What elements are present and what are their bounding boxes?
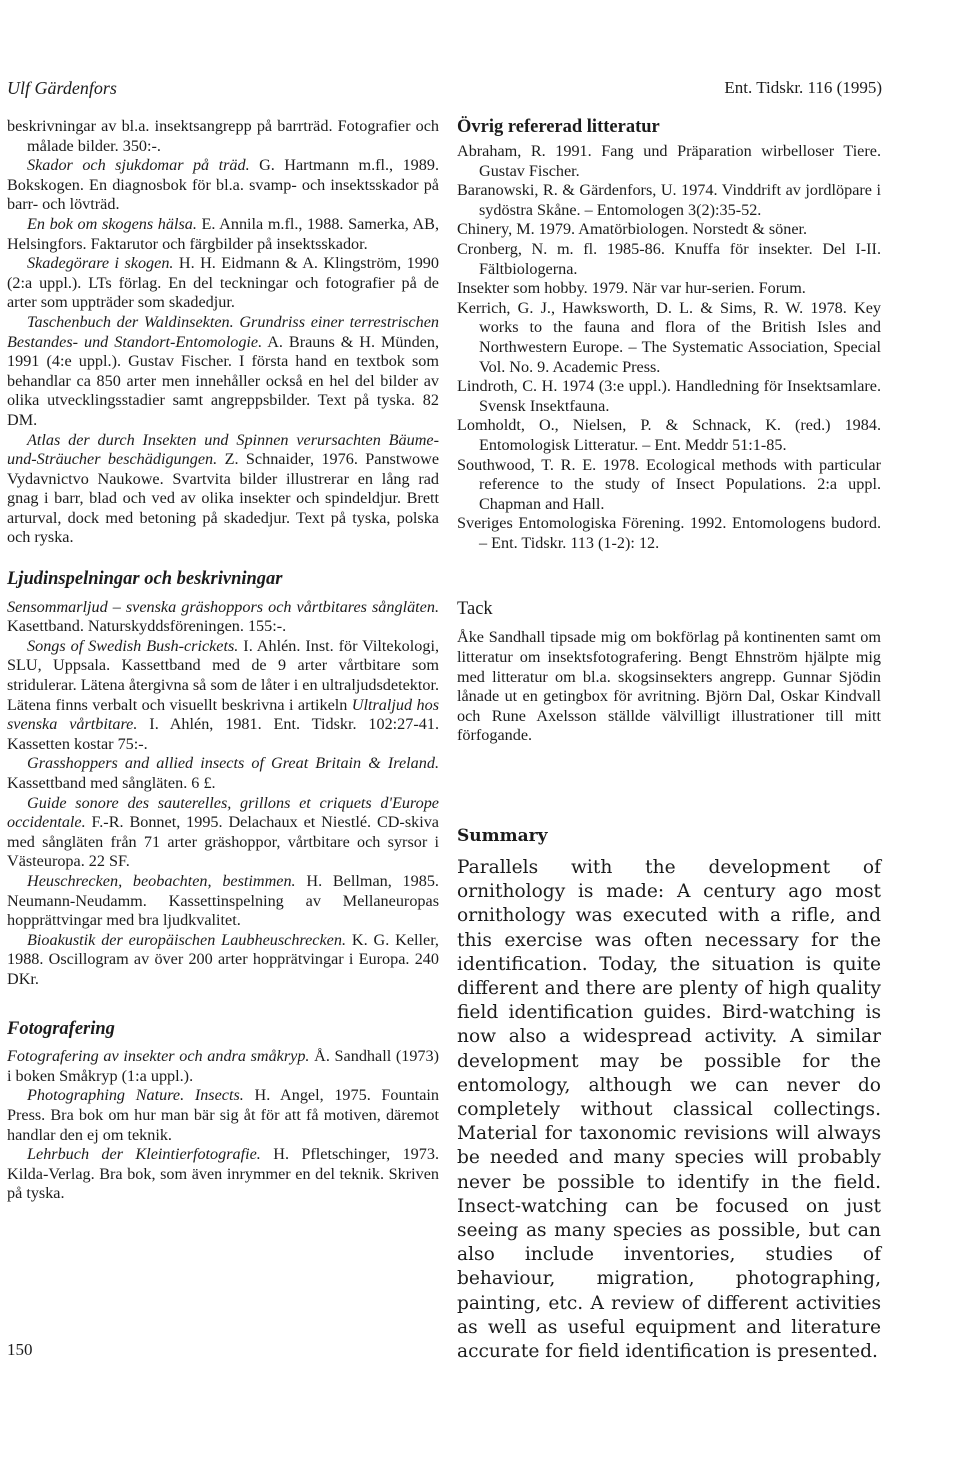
reference-entry: Photographing Nature. Insects. H. Angel, 1975. Fountain Press. Bra bok om hur man bär sig åt för att få motiven, däremot handlar den ej om teknik. xyxy=(7,1086,439,1144)
reference-entry: beskrivningar av bl.a. insektsangrepp på barrträd. Fotografier och målade bilder. 350:-. xyxy=(7,117,439,155)
reference-entry: Lomholdt, O., Nielsen, P. & Schnack, K. (red.) 1984. Entomologisk Litteratur. – Ent. Meddr 51:1-85. xyxy=(457,416,881,454)
intro-references xyxy=(7,117,439,548)
running-header-journal: Ent. Tidskr. 116 (1995) xyxy=(724,78,882,97)
acknowledgements-text: Åke Sandhall tipsade mig om bokförlag på kontinenten samt om litteratur om insektsfotografering. Bengt Ehnström hjälpte mig med litteratur om bl.a. skogsinsekters angrepp. Gunnar Sjödin lånade ut en getingbox för avritning. Björn Dal, Oskar Kindvall och Rune Axelsson ställde välvilligt illustrationer till mitt förfogande. xyxy=(457,628,881,745)
reference-entry: Lehrbuch der Kleintierfotografie. H. Pfletschinger, 1973. Kilda-Verlag. Bra bok, som även inrymmer en del teknik. Skriven på tyska. xyxy=(7,1145,439,1203)
reference-entry: Atlas der durch Insekten und Spinnen verursachten Bäume-und-Sträucher beschädigungen. Z. Schnaider, 1976. Panstwowe Vydavnictvo Naukowe. Svartvita bilder illustrerar en lång rad gnag i barr, blad och ved av olika insekter och spindeldjur. Brett arturval, dock med betoning på skadedjur. Text på tyska, polska och ryska. xyxy=(7,430,440,547)
reference-entry: Lindroth, C. H. 1974 (3:e uppl.). Handledning för Insektsamlare. Svensk Insektfauna. xyxy=(457,377,881,415)
reference-entry: Sensommarljud – svenska gräshoppors och vårtbitares sångläten. Kasettband. Naturskyddsföreningen. 155:-. xyxy=(7,597,439,636)
reference-entry: Bioakustik der europäischen Laubheuschrecken. K. G. Keller, 1988. Oscillogram av över 200 arter hopprätvingar i Europa. 240 DKr. xyxy=(7,930,439,988)
reference-entry: Cronberg, N. m. fl. 1985-86. Knuffa för insekter. Del I-II. Fältbiologerna. xyxy=(457,239,881,278)
section-title-tack: Tack xyxy=(457,599,493,620)
reference-entry: Guide sonore des sauterelles, grillons et criquets d'Europe occidentale. F.-R. Bonnet, 1995. Delachaux et Niestlé. CD-skiva med sångläten från 71 arter gräshoppor, vårtbitare och syrsor i Västeuropa. 22 SF. xyxy=(7,793,439,871)
reference-entry: Songs of Swedish Bush-crickets. I. Ahlén. Inst. för Viltekologi, SLU, Uppsala. Kassettband med de 9 arter vårtbitare som stridulerar. Lätena återgivna så som de låter i en ultraljudsdetektor. Lätena finns verbalt och visuellt beskrivna i artikeln Ultraljud hos svenska vårtbitare. I. Ahlén, 1981. Ent. Tidskr. 102:27-41. Kassetten kostar 75:-. xyxy=(7,636,439,753)
right-column xyxy=(457,117,881,1364)
reference-entry: Abraham, R. 1991. Fang und Präparation wirbelloser Tiere. Gustav Fischer. xyxy=(457,142,881,180)
other-references xyxy=(457,142,881,553)
reference-entry: Sveriges Entomologiska Förening. 1992. Entomologens budord. – Ent. Tidskr. 113 (1-2): 12. xyxy=(457,514,881,552)
reference-entry: Skadegörare i skogen. H. H. Eidmann & A. Klingström, 1990 (2:a uppl.). LTs förlag. En del teckningar och fotografier på de arter som uppträder som skadedjur. xyxy=(7,254,439,312)
summary-text: Parallels with the development of ornithology is made: A century ago most ornithology was executed with a rifle, and this exercise was often necessary for the identification. Today, the situation is quite different and there are plenty of high quality field identification guides. Bird-watching is now also a widespread activity. A similar development may be possible for the entomology, although we can never do completely without classical collectings. Material for taxonomic revisions will always be needed and many species will probably never be possible to identify in the field. Insect-watching can be focused on just seeing as many species as possible, but can also include inventories, studies of behaviour, migration, photographing, painting, etc. A review of different activities as well as useful equipment and literature accurate for field identification is presented. xyxy=(457,857,881,1363)
reference-entry: Grasshoppers and allied insects of Great Britain & Ireland. Kassettband med sångläten. 6 £. xyxy=(7,754,439,792)
reference-entry: Fotografering av insekter och andra småkryp. Å. Sandhall (1973) i boken Småkryp (1:a uppl.). xyxy=(7,1047,440,1085)
reference-entry: Chinery, M. 1979. Amatörbiologen. Norstedt & söner. xyxy=(457,220,808,239)
section-title-ovrig: Övrig refererad litteratur xyxy=(457,117,660,137)
foto-references xyxy=(7,1047,439,1204)
reference-entry: Taschenbuch der Waldinsekten. Grundriss einer terrestrischen Bestandes- und Standort-Entomologie. A. Brauns & H. Münden, 1991 (4:e uppl.). Gustav Fischer. I första hand en textbok som behandlar ca 850 arter men innehåller också en hel del bilder av olika utvecklingsstadier samt angreppsbilder. Text på tyska. 82 DM. xyxy=(7,312,439,429)
section-title-ljud: Ljudinspelningar och beskrivningar xyxy=(7,569,283,590)
ljud-references xyxy=(7,598,439,990)
running-header-author: Ulf Gärdenfors xyxy=(7,78,117,98)
section-title-foto: Fotografering xyxy=(7,1018,115,1039)
page-number: 150 xyxy=(7,1340,33,1359)
reference-entry: Insekter som hobby. 1979. När var hur-serien. Forum. xyxy=(457,279,806,298)
reference-entry: En bok om skogens hälsa. E. Annila m.fl., 1988. Samerka, AB, Helsingfors. Faktarutor och färgbilder på insektsskador. xyxy=(7,214,439,253)
reference-entry: Heuschrecken, beobachten, bestimmen. H. Bellman, 1985. Neumann-Neudamm. Kassettinspelning av Mellaneuropas hopprättvingar med bra ljudkvalitet. xyxy=(7,871,439,930)
reference-entry: Southwood, T. R. E. 1978. Ecological methods with particular reference to the study of Insect Populations. 2:a uppl. Chapman and Hall. xyxy=(457,455,881,513)
section-title-summary: Summary xyxy=(457,826,548,847)
left-column xyxy=(7,117,439,1204)
reference-entry: Kerrich, G. J., Hawksworth, D. L. & Sims, R. W. 1978. Key works to the fauna and flora of the British Isles and Northwestern Europe. – The Systematic Association, Special Vol. No. 9. Academic Press. xyxy=(457,298,881,376)
reference-entry: Skador och sjukdomar på träd. G. Hartmann m.fl., 1989. Bokskogen. En diagnosbok för bl.a. svamp- och insektsskador på barr- och lövträd. xyxy=(7,156,439,214)
reference-entry: Baranowski, R. & Gärdenfors, U. 1974. Vinddrift av jordlöpare i sydöstra Skåne. – Entomologen 3(2):35-52. xyxy=(457,181,881,219)
